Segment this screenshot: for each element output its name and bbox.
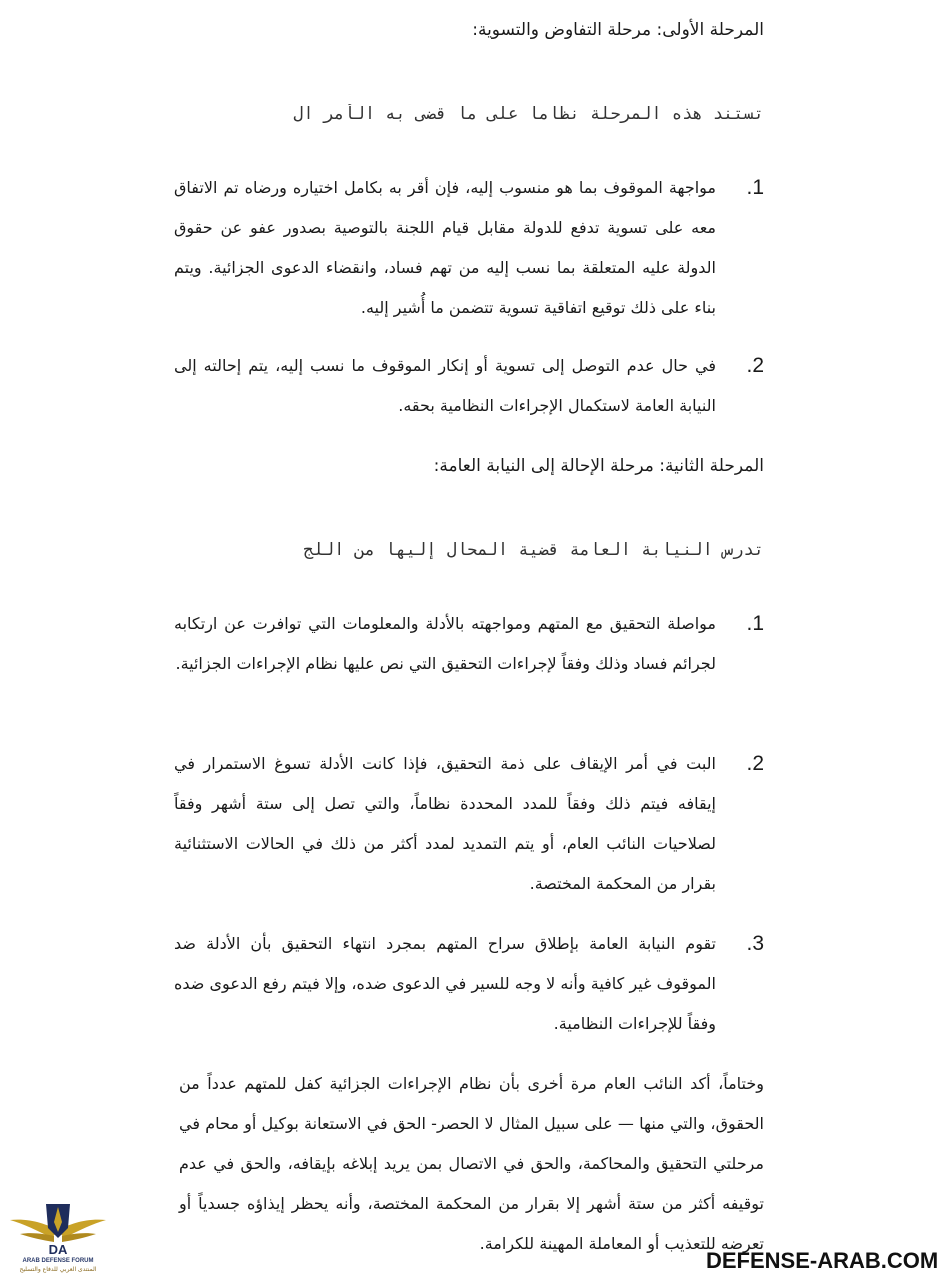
item-text: مواصلة التحقيق مع المتهم ومواجهته بالأدلة والمعلومات التي توافرت عن ارتكابه لجرائم فساد وذلك وفقاً لإجراءات التحقيق التي نص عليها نظام الإجراءات الجزائية. [174,614,716,673]
item-text: مواجهة الموقوف بما هو منسوب إليه، فإن أقر به بكامل اختياره ورضاه تم الاتفاق معه على تسوية تدفع للدولة مقابل قيام اللجنة بالتوصية بصدور عفو عن حقوق الدولة عليه المتعلقة بما نسب إليه من تهم فساد، وانقضاء الدعوى الجزائية. ويتم بناء على ذلك توقيع اتفاقية تسوية تتضمن ما أُشير إليه. [174,178,716,317]
item-number: 1. [746,612,764,635]
stage1-list-item-2 [174,346,764,426]
item-text: في حال عدم التوصل إلى تسوية أو إنكار الموقوف ما نسب إليه، يتم إحالته إلى النيابة العامة لاستكمال الإجراءات النظامية بحقه. [174,356,716,415]
stage2-list-item-2 [174,744,764,904]
item-number: 2. [746,354,764,377]
stage1-list-item-1 [174,168,764,328]
item-text: البت في أمر الإيقاف على ذمة التحقيق، فإذا كانت الأدلة تسوغ الاستمرار في إيقافه فيتم ذلك وفقاً للمدد المحددة نظاماً، والتي تصل إلى ستة أشهر وفقاً لصلاحيات النائب العام، أو يتم التمديد لمدد أكثر من ذلك في الحالات الاستثنائية بقرار من المحكمة المختصة. [174,754,716,893]
stage1-intro: تستند هذه المرحلة نظاماً على ما قضى به الأمر ال [293,104,764,124]
watermark-site-text: DEFENSE-ARAB.COM [706,1248,939,1273]
logo-caption-arabic: المنتدى العربي للدفاع والتسليح [19,1266,97,1273]
stage2-list-item-1 [174,604,764,684]
closing-paragraph: وختاماً، أكد النائب العام مرة أخرى بأن نظام الإجراءات الجزائية كفل للمتهم عدداً من الحقوق، والتي منها — على سبيل المثال لا الحصر- الحق في الاستعانة بوكيل أو محام في مرحلتي التحقيق والمحاكمة، والحق في الاتصال بمن يريد إبلاغه بإيقافه، والحق في عدم توقيفه أكثر من ستة أشهر إلا بقرار من المحكمة المختصة، وأنه يحظر إيذاؤه جسدياً أو تعرضه للتعذيب أو المعاملة المهينة للكرامة. [179,1074,764,1253]
item-number: 1. [746,176,764,199]
item-text: تقوم النيابة العامة بإطلاق سراح المتهم بمجرد انتهاء التحقيق بأن الأدلة ضد الموقوف غير كافية وأنه لا وجه للسير في الدعوى ضده، وإلا فيتم رفع الدعوى ضده وفقاً للإجراءات النظامية. [174,934,716,1033]
stage2-intro: تدرس النيابة العامة قضية المحال إليها من اللج [303,540,764,560]
logo-caption: ARAB DEFENSE FORUM [22,1258,94,1264]
stage2-list-item-3 [174,924,764,1044]
stage2-heading: المرحلة الثانية: مرحلة الإحالة إلى النيابة العامة: [433,456,764,476]
stage1-heading: المرحلة الأولى: مرحلة التفاوض والتسوية: [472,20,764,40]
item-number: 2. [746,752,764,775]
arab-defense-forum-logo [8,1198,108,1276]
logo-mark-text: DA [48,1242,68,1257]
item-number: 3. [746,932,764,955]
